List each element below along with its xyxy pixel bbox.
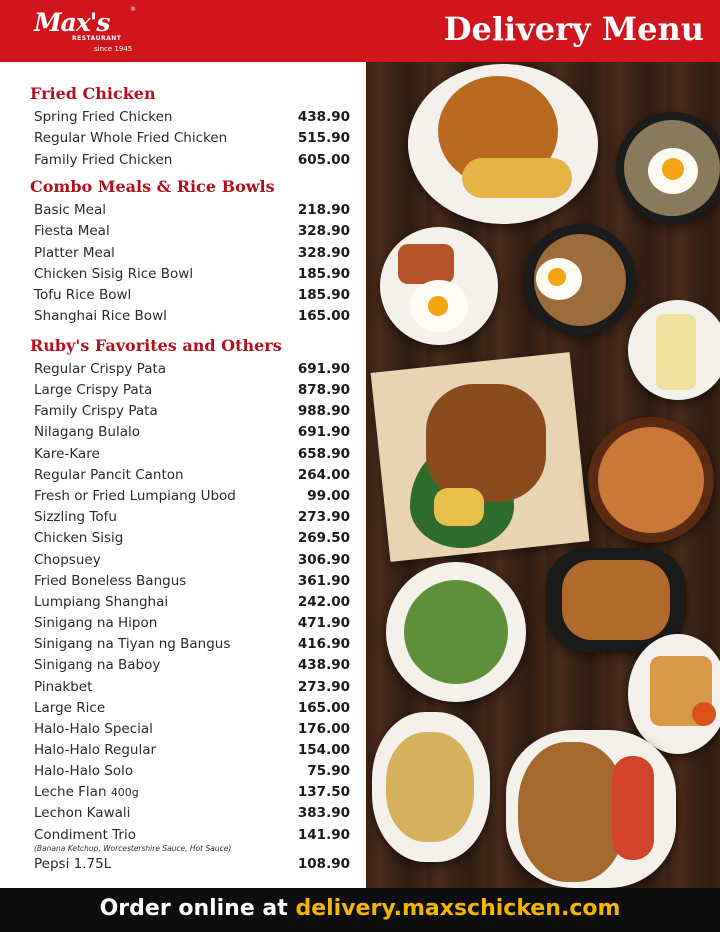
menu-item (34, 763, 350, 784)
menu-item (34, 361, 350, 382)
item-price: 154.00 (297, 742, 350, 758)
sizzling-tofu-image (562, 560, 670, 640)
item-price: 988.90 (297, 403, 350, 419)
item-name: Fiesta Meal (34, 223, 110, 239)
item-price: 218.90 (297, 202, 350, 218)
item-price: 185.90 (297, 287, 350, 303)
menu-item (34, 509, 350, 530)
item-name: Family Crispy Pata (34, 403, 158, 419)
menu-item (34, 552, 350, 573)
item-name: Lechon Kawali (34, 805, 131, 821)
longganisa-image (398, 244, 454, 284)
menu-item (34, 382, 350, 403)
fried-bangus-image (518, 742, 626, 882)
menu-item (34, 266, 350, 287)
item-name: Large Crispy Pata (34, 382, 153, 398)
menu-item (34, 721, 350, 742)
item-price: 75.90 (307, 763, 350, 779)
item-price: 273.90 (297, 679, 350, 695)
atchara-image (434, 488, 484, 526)
menu-item (34, 130, 350, 151)
sauce-dip-image (692, 702, 716, 726)
pancit-canton-image (386, 732, 474, 842)
logo-subtitle: RESTAURANT (72, 35, 122, 42)
item-name: Sinigang na Baboy (34, 657, 161, 673)
item-price: 515.90 (297, 130, 350, 146)
item-name: Pinakbet (34, 679, 93, 695)
item-name: Basic Meal (34, 202, 107, 218)
menu-item (34, 424, 350, 445)
item-price: 328.90 (297, 223, 350, 239)
item-name: Lumpiang Shanghai (34, 594, 169, 610)
item-price: 269.50 (297, 530, 350, 546)
item-name: Regular Pancit Canton (34, 467, 184, 483)
item-name: Regular Crispy Pata (34, 361, 167, 377)
item-name: Platter Meal (34, 245, 115, 261)
item-price: 691.90 (297, 361, 350, 377)
item-name: Chicken Sisig (34, 530, 124, 546)
item-note: (Banana Ketchup, Worcestershire Sauce, Hot Sauce) (34, 844, 232, 853)
menu-item (34, 784, 350, 805)
section-title-fried-chicken: Fried Chicken (30, 84, 156, 103)
item-name: Nilagang Bulalo (34, 424, 140, 440)
menu-item (34, 467, 350, 488)
menu-item (34, 657, 350, 678)
item-unit: 400g (110, 786, 139, 799)
maxs-logo (28, 6, 148, 58)
item-name: Kare-Kare (34, 446, 100, 462)
item-price: 306.90 (297, 552, 350, 568)
menu-item (34, 530, 350, 551)
food-photo-collage (366, 62, 720, 888)
item-price: 658.90 (297, 446, 350, 462)
item-price: 165.00 (297, 308, 350, 324)
menu-item (34, 245, 350, 266)
item-price: 99.00 (307, 488, 350, 504)
item-name: Tofu Rice Bowl (34, 287, 132, 303)
menu-item (34, 594, 350, 615)
section-title-combo-meals: Combo Meals & Rice Bowls (30, 177, 275, 196)
item-name: Shanghai Rice Bowl (34, 308, 167, 324)
item-price: 691.90 (297, 424, 350, 440)
item-name: Sizzling Tofu (34, 509, 117, 525)
menu-list (0, 62, 366, 888)
item-price: 141.90 (297, 827, 350, 843)
footer-order-text (0, 896, 720, 921)
crispy-pata-image (426, 384, 546, 502)
fries-image (462, 158, 572, 198)
item-price: 383.90 (297, 805, 350, 821)
menu-item (34, 152, 350, 173)
menu-item (34, 287, 350, 308)
item-price: 242.00 (297, 594, 350, 610)
item-price: 438.90 (297, 109, 350, 125)
item-name (34, 784, 139, 800)
item-name: Halo-Halo Special (34, 721, 153, 737)
logo-wordmark: Max's (34, 8, 110, 37)
item-name-text: Leche Flan (34, 784, 107, 800)
logo-since: since 1945 (94, 45, 133, 53)
header-bar (0, 0, 720, 62)
item-price: 176.00 (297, 721, 350, 737)
egg-yolk-2 (428, 296, 448, 316)
item-name: Large Rice (34, 700, 106, 716)
item-price: 438.90 (297, 657, 350, 673)
item-name: Fresh or Fried Lumpiang Ubod (34, 488, 236, 504)
menu-item (34, 308, 350, 329)
menu-item (34, 636, 350, 657)
item-name: Chicken Sisig Rice Bowl (34, 266, 194, 282)
menu-item (34, 446, 350, 467)
item-price: 273.90 (297, 509, 350, 525)
item-price: 878.90 (297, 382, 350, 398)
item-name: Sinigang na Hipon (34, 615, 158, 631)
section-title-rubys-favorites: Ruby's Favorites and Others (30, 336, 282, 355)
item-name: Family Fried Chicken (34, 152, 173, 168)
menu-item (34, 805, 350, 826)
item-price: 361.90 (297, 573, 350, 589)
delivery-website-link[interactable]: delivery.maxschicken.com (295, 896, 621, 921)
lumpia-image (656, 314, 696, 390)
item-price: 185.90 (297, 266, 350, 282)
footer-prefix: Order online at (99, 896, 296, 921)
item-price: 165.00 (297, 700, 350, 716)
egg-yolk-3 (548, 268, 566, 286)
registered-mark: ® (130, 6, 136, 13)
menu-item (34, 202, 350, 223)
menu-item (34, 573, 350, 594)
item-name: Halo-Halo Solo (34, 763, 134, 779)
menu-item (34, 679, 350, 700)
item-price: 137.50 (297, 784, 350, 800)
item-name: Halo-Halo Regular (34, 742, 157, 758)
item-price: 108.90 (297, 856, 350, 872)
item-price: 328.90 (297, 245, 350, 261)
item-name: Spring Fried Chicken (34, 109, 173, 125)
egg-yolk (662, 158, 684, 180)
item-name: Fried Boneless Bangus (34, 573, 187, 589)
menu-item (34, 856, 350, 877)
item-name: Chopsuey (34, 552, 101, 568)
item-name: Condiment Trio (34, 827, 136, 843)
chopsuey-image (404, 580, 508, 684)
item-price: 605.00 (297, 152, 350, 168)
item-price: 416.90 (297, 636, 350, 652)
item-name: Pepsi 1.75L (34, 856, 112, 872)
menu-item (34, 109, 350, 130)
item-name: Regular Whole Fried Chicken (34, 130, 228, 146)
menu-item (34, 403, 350, 424)
menu-item (34, 827, 350, 855)
menu-item (34, 700, 350, 721)
tomato-slices-image (612, 756, 654, 860)
menu-item (34, 615, 350, 636)
item-name: Sinigang na Tiyan ng Bangus (34, 636, 231, 652)
footer-bar (0, 888, 720, 932)
item-price: 471.90 (297, 615, 350, 631)
item-price: 264.00 (297, 467, 350, 483)
page-title: Delivery Menu (443, 10, 704, 48)
kare-kare-image (598, 427, 704, 533)
menu-item (34, 488, 350, 509)
menu-item (34, 742, 350, 763)
menu-item (34, 223, 350, 244)
